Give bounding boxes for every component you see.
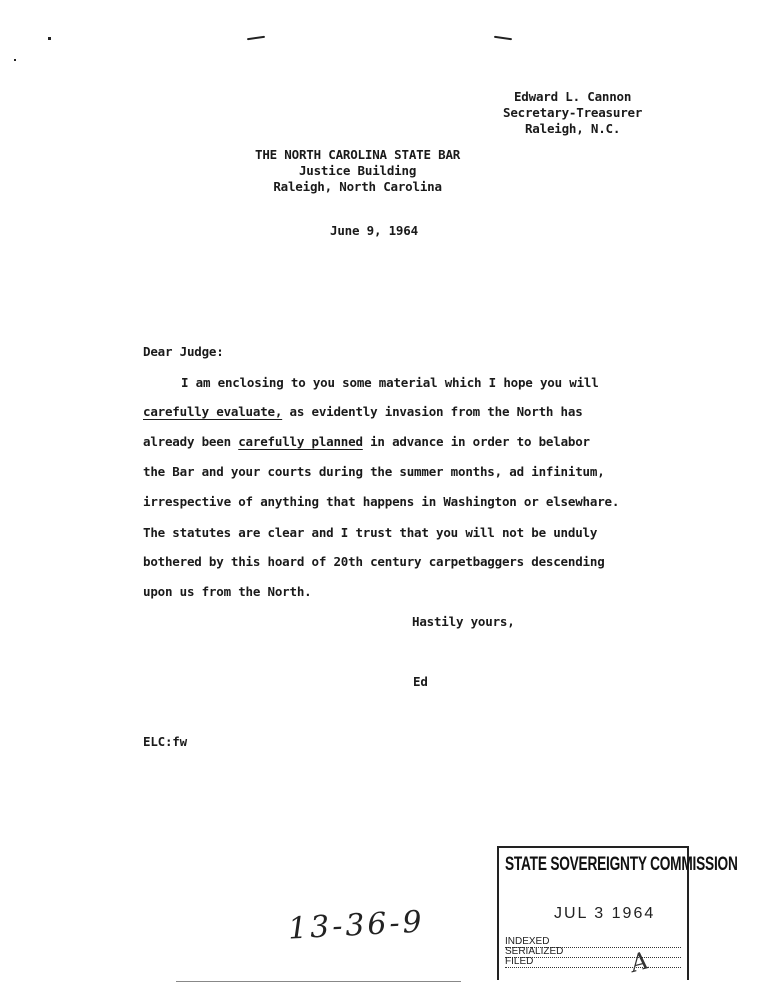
underlined-phrase: carefully planned <box>238 434 363 449</box>
stamp-serialized: SERIALIZED <box>505 946 681 958</box>
sender-name: Edward L. Cannon <box>513 89 632 104</box>
body-line-7: bothered by this hoard of 20th century carpetbaggers descending <box>143 554 605 569</box>
body-line-8: upon us from the North. <box>143 584 312 599</box>
bottom-rule <box>176 981 461 982</box>
sender-block <box>503 89 642 137</box>
handwritten-file-number: 13-36-9 <box>287 904 426 947</box>
underlined-phrase: carefully evaluate, <box>143 404 283 419</box>
sender-title: Secretary-Treasurer <box>503 105 643 120</box>
scan-mark <box>48 37 51 40</box>
letterhead <box>255 147 460 195</box>
org-name: THE NORTH CAROLINA STATE BAR <box>255 147 461 162</box>
closing: Hastily yours, <box>412 614 515 629</box>
typist-initials: ELC:fw <box>143 734 187 749</box>
body-line-1: I am enclosing to you some material which I hope you will <box>181 375 599 390</box>
sender-location: Raleigh, N.C. <box>524 121 621 136</box>
stamp-filed: FILED <box>505 956 681 968</box>
scan-mark <box>494 36 512 40</box>
body-text: in advance in order to belabor <box>362 434 590 449</box>
scan-mark <box>247 36 265 40</box>
body-line-6: The statutes are clear and I trust that you will not be unduly <box>143 525 598 540</box>
body-text: already been <box>143 434 239 449</box>
body-text: as evidently invasion from the North has <box>282 404 583 419</box>
signature: Ed <box>413 674 428 689</box>
org-city: Raleigh, North Carolina <box>273 179 442 194</box>
stamp-title: STATE SOVEREIGNTY COMMISSION <box>505 854 738 875</box>
body-line-2 <box>143 404 583 419</box>
stamp-date: JUL 3 1964 <box>554 905 656 922</box>
scan-mark <box>14 59 16 61</box>
body-line-5: irrespective of anything that happens in Washington or elsewhare. <box>143 494 620 509</box>
stamp-indexed: INDEXED <box>505 936 681 948</box>
body-line-3 <box>143 434 590 449</box>
body-line-4: the Bar and your courts during the summer months, ad infinitum, <box>143 464 605 479</box>
salutation: Dear Judge: <box>143 344 224 359</box>
letter-date: June 9, 1964 <box>330 223 418 238</box>
stamp-initials-mark: A <box>627 946 652 978</box>
org-building: Justice Building <box>298 163 417 178</box>
received-stamp <box>497 846 738 980</box>
